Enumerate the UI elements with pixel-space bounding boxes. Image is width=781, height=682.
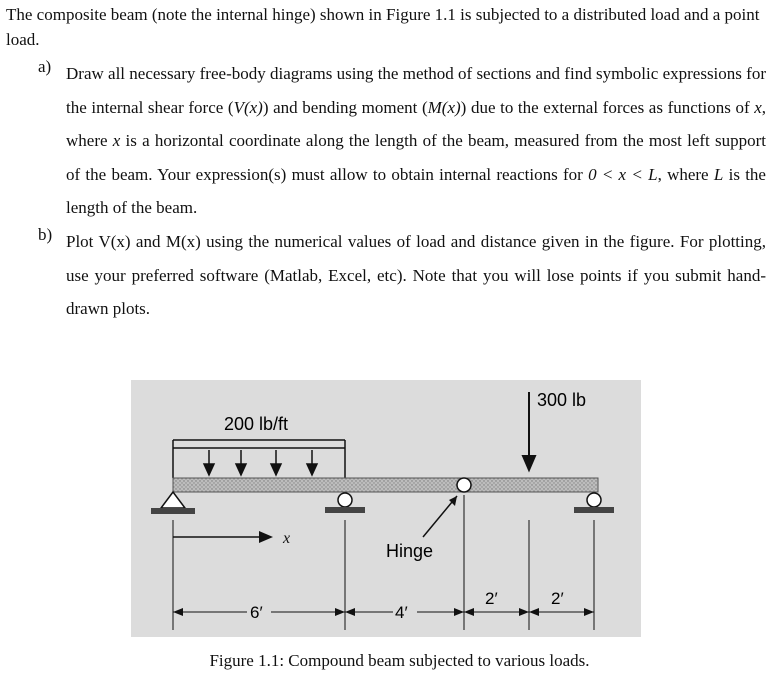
beam: [173, 478, 598, 492]
distributed-load-label: 200 lb/ft: [224, 414, 289, 434]
part-a-text-3: ) due to the external forces as functions of: [460, 97, 755, 117]
problem-intro: The composite beam (note the internal hinge) shown in Figure 1.1 is subjected to a distributed load and a point load.: [6, 5, 760, 49]
point-load-arrow: [523, 392, 535, 470]
part-a-text-6: , where: [657, 164, 714, 184]
point-load-label: 300 lb: [537, 390, 587, 410]
x-label: x: [283, 530, 291, 547]
part-a-text-5: is a horizontal coordinate along the length of the beam, measured from the most left support of the beam. Your expression(s) must allow to obtain internal reactions for: [66, 131, 766, 184]
part-a-text-7: is the length of the beam.: [66, 164, 766, 217]
part-a-text: [66, 57, 766, 225]
shear-symbol: V(x): [233, 97, 263, 117]
hinge-label: Hinge: [386, 541, 434, 561]
x-symbol-2: x: [112, 131, 121, 150]
part-a-label: a): [38, 57, 52, 76]
part-b-label: b): [38, 225, 53, 244]
length-symbol: L: [713, 164, 724, 184]
figure-caption: Figure 1.1: Compound beam subjected to various loads.: [209, 651, 590, 670]
part-a-text-2: ) and bending moment (: [262, 97, 428, 117]
dimension-2ft-first: 2′: [485, 589, 498, 608]
dimension-2ft-second: 2′: [551, 589, 564, 608]
dimension-lines: [173, 495, 594, 630]
part-b-text: Plot V(x) and M(x) using the numerical values of load and distance given in the figure. For plotting, use your preferred software (Matlab, Excel, etc). Note that you will lose points if you submit hand-drawn plots.: [66, 232, 766, 318]
part-a-text-1: Draw all necessary free-body diagrams using the method of sections and find symbolic expressions for the internal shear force (: [66, 64, 766, 117]
x-symbol: x: [754, 97, 762, 117]
beam-diagram: [131, 380, 641, 637]
moment-symbol: M(x): [427, 97, 461, 117]
x-axis-arrow: [173, 530, 290, 547]
dimension-4ft: 4′: [395, 603, 408, 622]
range-expression: 0 < x < L: [588, 164, 658, 184]
roller-support-right: [574, 493, 614, 513]
dimension-6ft: 6′: [250, 603, 263, 622]
pin-support-left: [151, 492, 195, 514]
hinge-icon: [457, 478, 471, 492]
roller-support-middle: [325, 493, 365, 513]
load-arrows: [204, 450, 317, 475]
distributed-load: [173, 440, 345, 478]
part-a-text-4: , where: [66, 97, 767, 150]
beam-figure: [131, 380, 641, 637]
